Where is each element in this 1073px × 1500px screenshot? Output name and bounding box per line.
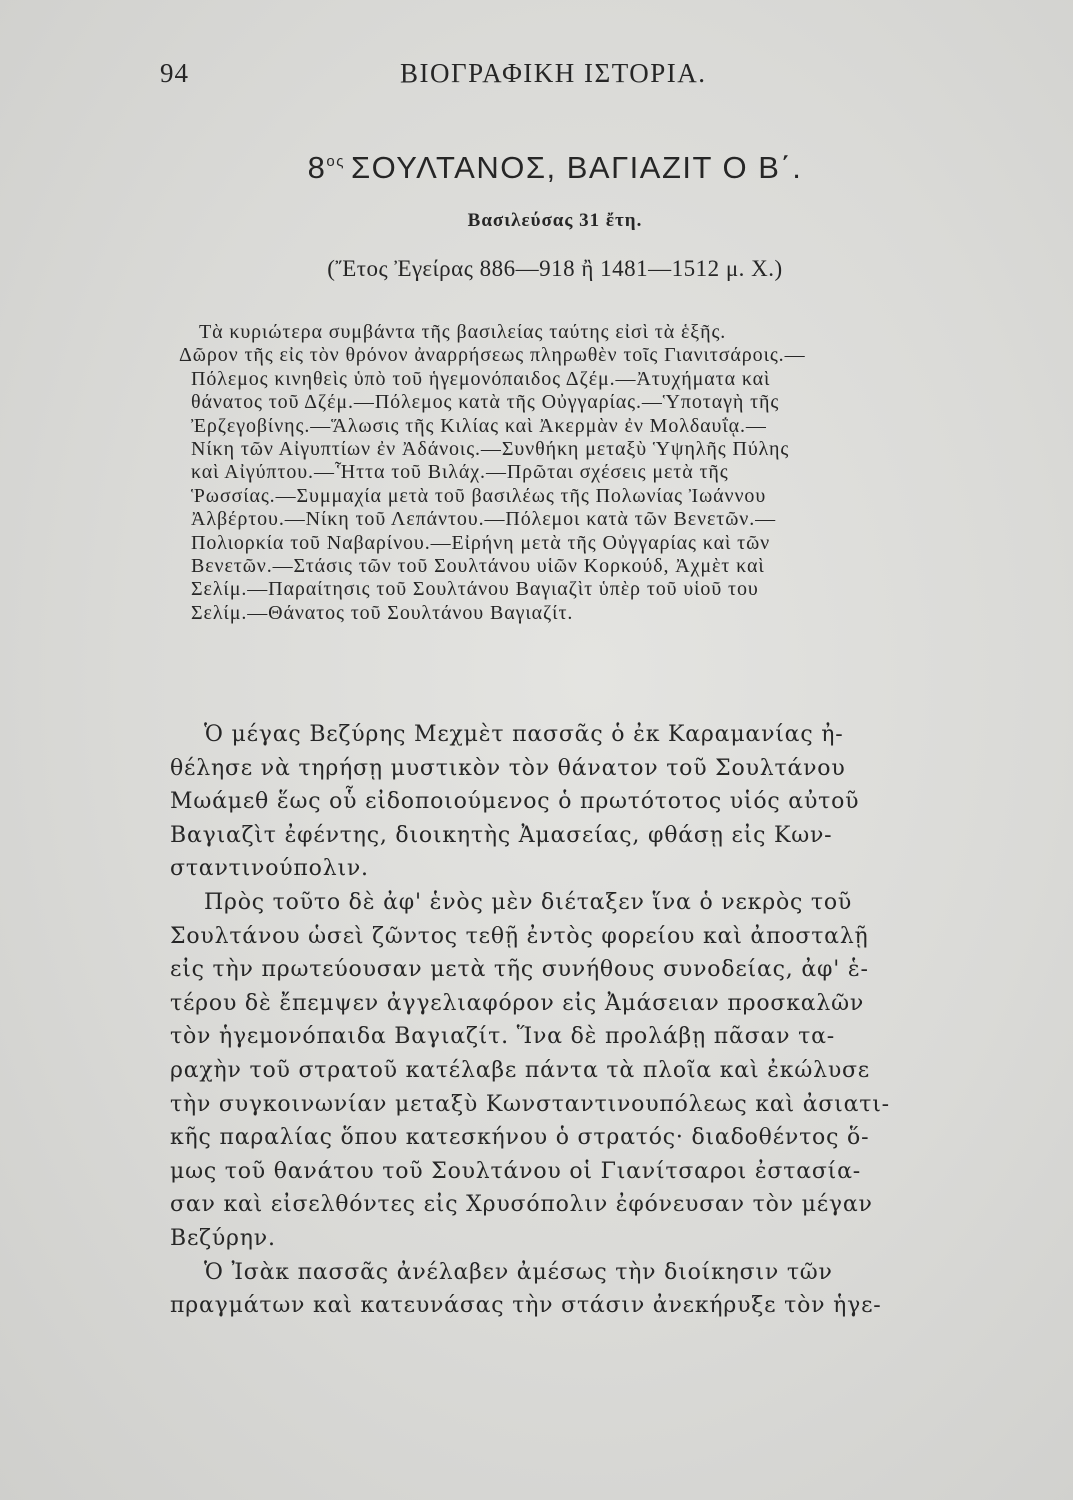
body-line: ραχὴν τοῦ στρατοῦ κατέλαβε πάντα τὰ πλοῖα καὶ ἐκώλυσε: [170, 1057, 871, 1083]
body-line: κῆς παραλίας ὅπου κατεσκήνου ὁ στρατός· διαδοθέντος ὅ-: [170, 1125, 870, 1151]
summary-line: Πολιορκία τοῦ Ναβαρίνου.—Εἰρήνη μετὰ τῆς Οὐγγαρίας καὶ τῶν: [191, 531, 771, 554]
body-line: Σουλτάνου ὡσεὶ ζῶντος τεθῇ ἐντὸς φορείου καὶ ἀποσταλῇ: [170, 923, 869, 949]
summary-line: Τὰ κυριώτερα συμβάντα τῆς βασιλείας ταύτης εἰσὶ τὰ ἑξῆς.: [199, 321, 727, 343]
body-line: Βαγιαζὶτ ἐφέντης, διοικητὴς Ἀμασείας, φθάσῃ εἰς Κων-: [170, 822, 833, 848]
body-line: τὴν συγκοινωνίαν μεταξὺ Κωνσταντινουπόλεως καὶ ἀσιατι-: [170, 1091, 890, 1117]
summary-line: Ῥωσσίας.—Συμμαχία μετὰ τοῦ βασιλέως τῆς Πολωνίας Ἰωάννου: [191, 484, 767, 507]
body-line: σαν καὶ εἰσελθόντες εἰς Χρυσόπολιν ἐφόνευσαν τὸν μέγαν: [170, 1192, 873, 1218]
summary-line: Σελίμ.—Θάνατος τοῦ Σουλτάνου Βαγιαζίτ.: [191, 601, 574, 624]
reign-duration: Βασιλεύσας 31 ἔτη.: [467, 210, 643, 231]
body-line: θέλησε νὰ τηρήσῃ μυστικὸν τὸν θάνατον τοῦ Σουλτάνου: [170, 755, 846, 781]
chapter-ordinal-suffix: ος: [326, 153, 345, 170]
page-number: 94: [160, 58, 189, 88]
body-line: Ὁ Ἰσὰκ πασσᾶς ἀνέλαβεν ἀμέσως τὴν διοίκησιν τῶν: [204, 1259, 833, 1285]
summary-line: Βενετῶν.—Στάσις τῶν τοῦ Σουλτάνου υἱῶν Κορκούδ, Ἀχμὲτ καὶ: [191, 555, 765, 578]
page-header: [160, 58, 950, 98]
body-text: [170, 718, 970, 1323]
summary-line: Πόλεμος κινηθεὶς ὑπὸ τοῦ ἡγεμονόπαιδος Δζέμ.—Ἀτυχήματα καὶ: [191, 367, 771, 390]
summary-line: Ἀλβέρτου.—Νίκη τοῦ Λεπάντου.—Πόλεμοι κατὰ τῶν Βενετῶν.—: [191, 508, 776, 531]
summary-line: θάνατος τοῦ Δζέμ.—Πόλεμος κατὰ τῆς Οὐγγαρίας.—Ὑποταγὴ τῆς: [191, 391, 780, 414]
chapter-ordinal: 8: [307, 150, 327, 185]
summary-line: Σελίμ.—Παραίτησις τοῦ Σουλτάνου Βαγιαζὶτ ὑπὲρ τοῦ υἱοῦ του: [191, 578, 759, 601]
body-line: Πρὸς τοῦτο δὲ ἀφ' ἑνὸς μὲν διέταξεν ἵνα ὁ νεκρὸς τοῦ: [204, 889, 853, 915]
body-line: Βεζύρην.: [170, 1225, 276, 1251]
body-line: Μωάμεθ ἕως οὗ εἰδοποιούμενος ὁ πρωτότοτος υἱός αὐτοῦ: [170, 789, 860, 815]
body-line: σταντινούπολιν.: [170, 856, 369, 882]
summary-line: καὶ Αἰγύπτου.—Ἧττα τοῦ Βιλάχ.—Πρῶται σχέσεις μετὰ τῆς: [191, 461, 729, 484]
reign-dates: (Ἔτος Ἐγείρας 886—918 ἢ 1481—1512 μ. Χ.): [327, 256, 783, 281]
body-line: εἰς τὴν πρωτεύουσαν μετὰ τῆς συνήθους συνοδείας, ἀφ' ἑ-: [170, 957, 869, 983]
summary-line: Δῶρον τῆς εἰς τὸν θρόνον ἀναρρήσεως πληρωθὲν τοῖς Γιανιτσάροις.—: [179, 344, 806, 367]
chapter-summary: [179, 321, 961, 625]
body-line: τέρου δὲ ἔπεμψεν ἀγγελιαφόρον εἰς Ἀμάσειαν προσκαλῶν: [170, 990, 865, 1016]
body-line: μως τοῦ θανάτου τοῦ Σουλτάνου οἱ Γιανίτσαροι ἐστασία-: [170, 1158, 862, 1184]
running-title: ΒΙΟΓΡΑΦΙΚΗ ΙΣΤΟΡΙΑ.: [400, 58, 707, 88]
body-line: πραγμάτων καὶ κατευνάσας τὴν στάσιν ἀνεκήρυξε τὸν ἡγε-: [170, 1293, 882, 1319]
chapter-title-text: ΣΟΥΛΤΑΝΟΣ, ΒΑΓΙΑΖΙΤ Ο Β΄.: [350, 150, 803, 185]
body-line: τὸν ἡγεμονόπαιδα Βαγιαζίτ. Ἵνα δὲ προλάβῃ πᾶσαν τα-: [170, 1024, 836, 1050]
summary-line: Ἐρζεγοβίνης.—Ἅλωσις τῆς Κιλίας καὶ Ἀκερμὰν ἐν Μολδαυΐᾳ.—: [191, 414, 767, 437]
chapter-title: [160, 150, 950, 186]
body-line: Ὁ μέγας Βεζύρης Μεχμὲτ πασσᾶς ὁ ἐκ Καραμανίας ἠ-: [204, 722, 844, 747]
summary-line: Νίκη τῶν Αἰγυπτίων ἐν Ἀδάνοις.—Συνθήκη μεταξὺ Ὑψηλῆς Πύλης: [191, 438, 790, 461]
